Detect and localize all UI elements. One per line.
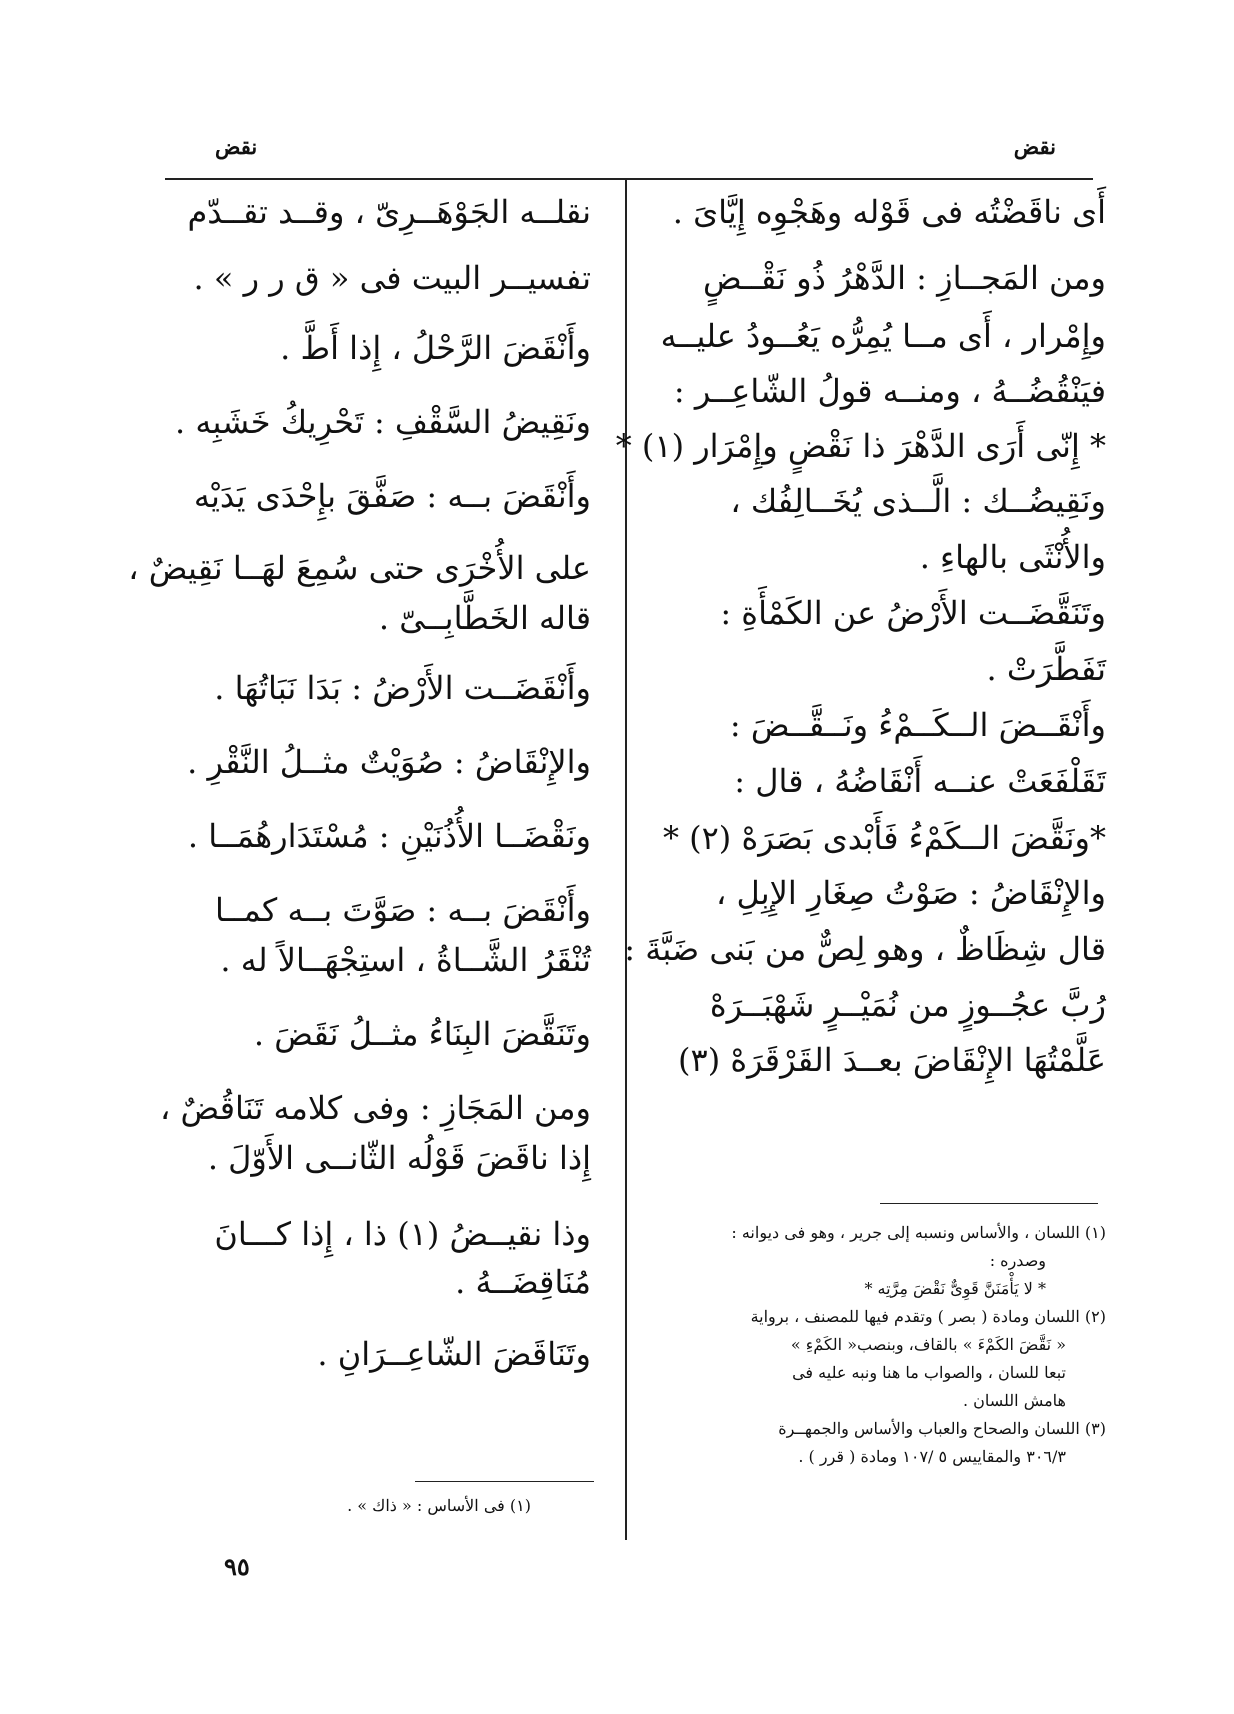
running-header-right: نقض [1013,134,1056,159]
text-line: عَلَّمْتُهَا الإِنْقَاضَ بعــدَ القَرْقَرَهْ (٣) [678,1041,1106,1079]
text-line: ومن المَجــازِ : الدَّهْرُ ذُو نَقْــضٍ [702,259,1106,297]
text-line: تُنْقَرُ الشَّــاةُ ، استِجْهَــالاً له . [220,941,591,979]
page-number: ٩٥ [224,1552,250,1581]
text-line: تَقَلْفَعَتْ عنــه أَنْقَاضُهُ ، قال : [734,762,1106,800]
footnote-line: « نَقَّضَ الكَمْءَ » بالقاف، وبنصب« الكَمْءِ » [790,1335,1066,1354]
footnote-line: (٣) اللسان والصحاح والعباب والأساس والجمهــرة [778,1419,1106,1438]
footnote-line: تبعا للسان ، والصواب ما هنا ونبه عليه فى [792,1363,1066,1382]
left-column [128,193,591,1380]
text-line: وتَنَاقَضَ الشّاعِــرَانِ . [317,1335,591,1373]
footnote-line: وصدره : [989,1251,1046,1270]
text-line: والأُنْثَى بالهاءِ . [919,538,1106,576]
footnote-line: هامش اللسان . [962,1391,1066,1410]
text-line: أَى ناقَضْتُه فى قَوْله وهَجْوِه إِيَّاىَ . [672,193,1106,231]
footnote-line: (٢) اللسان ومادة ( بصر ) وتقدم فيها للمصنف ، برواية [750,1307,1106,1326]
text-line: ونَقْضَــا الأُذُنَيْنِ : مُسْتَدَارهُمَــا . [187,817,591,855]
text-line: وتَنَقَّضَــت الأَرْضُ عن الكَمْأَةِ : [720,594,1106,632]
text-line: وأَنْقَضَ بــه : صَوَّتَ بــه كمــا [215,891,591,929]
running-header-left: نقض [215,134,258,159]
text-line: وذا نقيــضُ (١) ذا ، إِذا كـــانَ [214,1215,591,1253]
text-line: نقلــه الجَوْهَــرِىّ ، وقــد تقــدّم [187,193,591,231]
text-line: فيَنْقُضُــهُ ، ومنــه قولُ الشّاعِــر : [673,372,1106,410]
text-line: وإِمْرار ، أَى مــا يُمِرُّه يَعُــودُ عليــه [660,317,1106,355]
footnotes-left [148,1492,591,1520]
text-line: ونَقِيضُــك : الَّــذى يُخَــالِفُك ، [730,482,1106,520]
text-line: والإِنْقَاضُ : صَوْتُ صِغَارِ الإِبِلِ ، [715,874,1106,912]
text-line: رُبَّ عجُــوزٍ من نُمَيْــرٍ شَهْبَــرَهْ [709,986,1106,1024]
footnote-rule [415,1481,594,1482]
column-divider [625,180,627,1540]
text-line: وأَنْقَضَ الرَّحْلُ ، إِذا أَطَّ . [280,329,591,367]
header-rule [165,178,1093,181]
text-line: وتَنَقَّضَ البِنَاءُ مثــلُ نَقَضَ . [253,1015,591,1053]
text-line: قاله الخَطَّابِــىّ . [378,599,591,637]
text-line: تفسيــر البيت فى « ق ر ر » . [193,259,591,297]
text-line: ومن المَجَازِ : وفى كلامه تَنَاقُضٌ ، [160,1089,591,1127]
text-line: تَفَطَّرَتْ . [986,650,1106,688]
footnote-line: * لا يَأْمَنَنَّ قَوِىٌّ نَقْضَ مِرَّتِه * [864,1279,1046,1298]
text-line: وأَنْقَضَ بــه : صَفَّقَ بإِحْدَى يَدَيْه [193,477,591,515]
text-line: وأَنْقَــضَ الــكَــمْءُ ونَــقَّــضَ : [729,706,1106,744]
footnote-line: (١) فى الأساس : « ذاك » . [347,1496,531,1515]
footnotes-right [641,1219,1106,1471]
text-line: على الأُخْرَى حتى سُمِعَ لهَــا نَقِيضٌ ، [128,549,591,587]
footnote-rule [880,1203,1098,1204]
text-line: وأَنْقَضَــت الأَرْضُ : بَدَا نَبَاتُهَا . [214,669,591,707]
text-line: مُنَاقِضَــهُ . [455,1263,591,1301]
footnote-line: (١) اللسان ، والأساس ونسبه إلى جرير ، وهو فى ديوانه : [731,1223,1106,1242]
text-line: * إِنّى أَرَى الدَّهْرَ ذا نَقْضٍ وإِمْرَار (١) * [615,427,1106,465]
text-line: إِذا ناقَضَ قَوْلُه الثّانــى الأَوّلَ . [207,1139,591,1177]
footnote-line: ٣٠٦/٣ والمقاييس ٥ /١٠٧ ومادة ( قرر ) . [798,1447,1066,1466]
text-line: *ونَقَّضَ الــكَمْءُ فَأَبْدى بَصَرَهْ (٢) * [662,819,1106,857]
right-column [615,193,1106,1086]
text-line: ونَقِيضُ السَّقْفِ : تَحْرِيكُ خَشَبِه . [175,403,591,441]
text-line: والإِنْقَاضُ : صُوَيْتٌ مثــلُ النَّقْرِ . [187,743,591,781]
text-line: قال شِظَاظٌ ، وهو لِصٌّ من بَنى ضَبَّةَ : [624,930,1106,968]
